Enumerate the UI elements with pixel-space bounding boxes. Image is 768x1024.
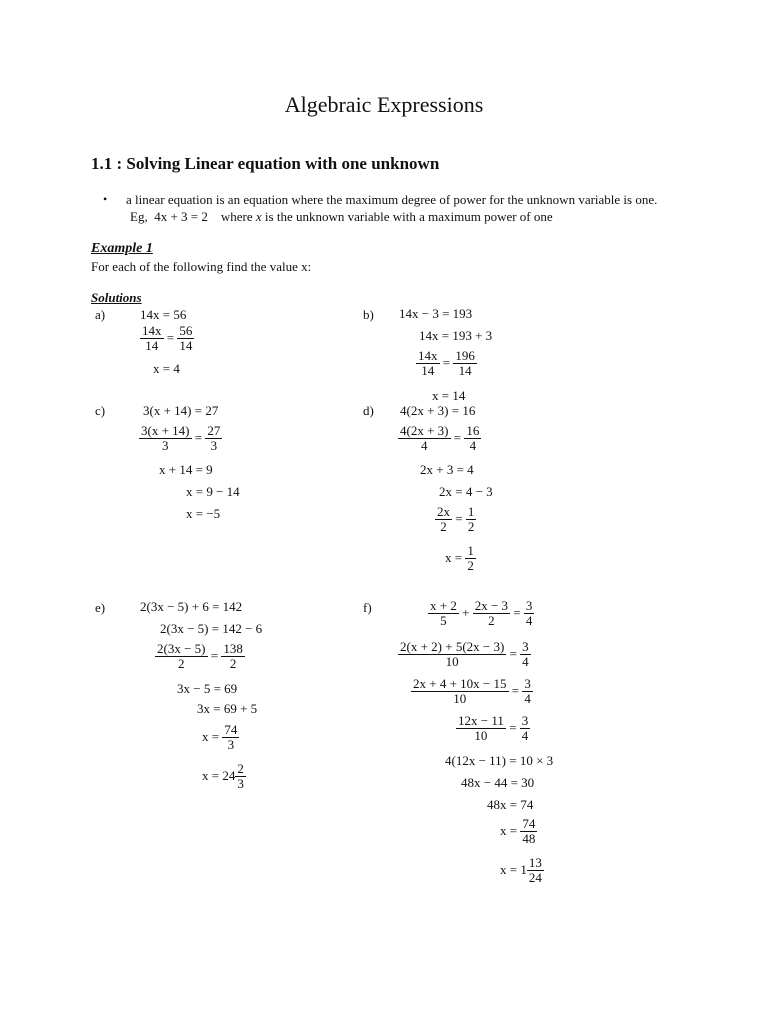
example-instruction: For each of the following find the value x: [91,259,312,274]
eg-equation: 4x + 3 = 2 [154,209,208,224]
d-line-6: x = $\frac{1}{2}$ [445,543,474,574]
page-title: Algebraic Expressions [284,92,484,117]
eg-label: Eg, [130,209,148,224]
a-line-2: $\frac{14x}{14}$ = $\frac{56}{14}$ [142,323,193,354]
e-line-2: 2(3x − 5) = 142 − 6 [160,621,263,636]
label-f: f) [363,600,372,615]
f-line-1: $\frac{x + 2}{5}$ + $\frac{2x - 3}{2}$ = $\frac{3}{4}$ [430,598,533,629]
eg-where: where [220,209,253,224]
eg-variable: x [255,209,262,224]
c-line-4: x = 9 − 14 [186,484,240,499]
f-line-7: 48x = 74 [487,797,534,812]
solutions-heading: Solutions [91,290,142,305]
b-line-3: $\frac{14x}{14}$ = $\frac{196}{14}$ [418,348,475,379]
c-line-5: x = −5 [186,506,221,521]
f-line-6: 48x − 44 = 30 [461,775,535,790]
e-line-1: 2(3x − 5) + 6 = 142 [140,599,243,614]
b-line-2: 14x = 193 + 3 [419,328,493,343]
bullet-icon: • [103,192,108,206]
f-line-4: $\frac{12x - 11}{10}$ = $\frac{3}{4}$ [458,713,529,744]
d-line-2: $\frac{4(2x + 3)}{4}$ = $\frac{16}{4}$ [400,423,480,454]
label-c: c) [95,403,106,418]
d-line-1: 4(2x + 3) = 16 [400,403,476,418]
e-line-6: x = $\frac{74}{3}$ [202,722,238,753]
c-line-2: $\frac{3(x + 14)}{3}$ = $\frac{27}{3}$ [141,423,221,454]
c-line-3: x + 14 = 9 [159,462,213,477]
a-line-3: x = 4 [153,361,180,376]
d-line-4: 2x = 4 − 3 [439,484,493,499]
f-line-5: 4(12x − 11) = 10 × 3 [445,753,554,768]
example-line [130,209,553,225]
eg-where-rest: is the unknown variable with a maximum power of one [264,209,553,224]
label-b: b) [363,307,374,322]
e-line-7: x = 24 $\frac{2}{3}$ [202,761,244,792]
d-line-5: $\frac{2x}{2}$ = $\frac{1}{2}$ [437,504,475,535]
f-line-2: $\frac{2(x + 2) + 5(2x - 3)}{10}$ = $\frac{3}{4}$ [400,639,529,670]
section-heading: 1.1 : Solving Linear equation with one unknown [91,154,440,173]
e-line-5: 3x = 69 + 5 [197,701,258,716]
e-line-4: 3x − 5 = 69 [177,681,238,696]
b-line-4: x = 14 [432,388,466,403]
f-line-9: x = 1 $\frac{13}{24}$ [500,855,542,886]
label-a: a) [95,307,106,322]
a-line-1: 14x = 56 [140,307,187,322]
definition-text: a linear equation is an equation where the maximum degree of power for the unknown variable is one. [126,192,658,207]
b-line-1: 14x − 3 = 193 [399,306,473,321]
f-line-8: x = $\frac{74}{48}$ [500,816,536,847]
e-line-3: $\frac{2(3x - 5)}{2}$ = $\frac{138}{2}$ [157,641,243,672]
d-line-3: 2x + 3 = 4 [420,462,474,477]
c-line-1: 3(x + 14) = 27 [143,403,219,418]
example-heading: Example 1 [91,241,153,256]
f-line-3: $\frac{2x + 4 + 10x - 15}{10}$ = $\frac{3}{4}$ [413,676,531,707]
label-e: e) [95,600,106,615]
label-d: d) [363,403,374,418]
